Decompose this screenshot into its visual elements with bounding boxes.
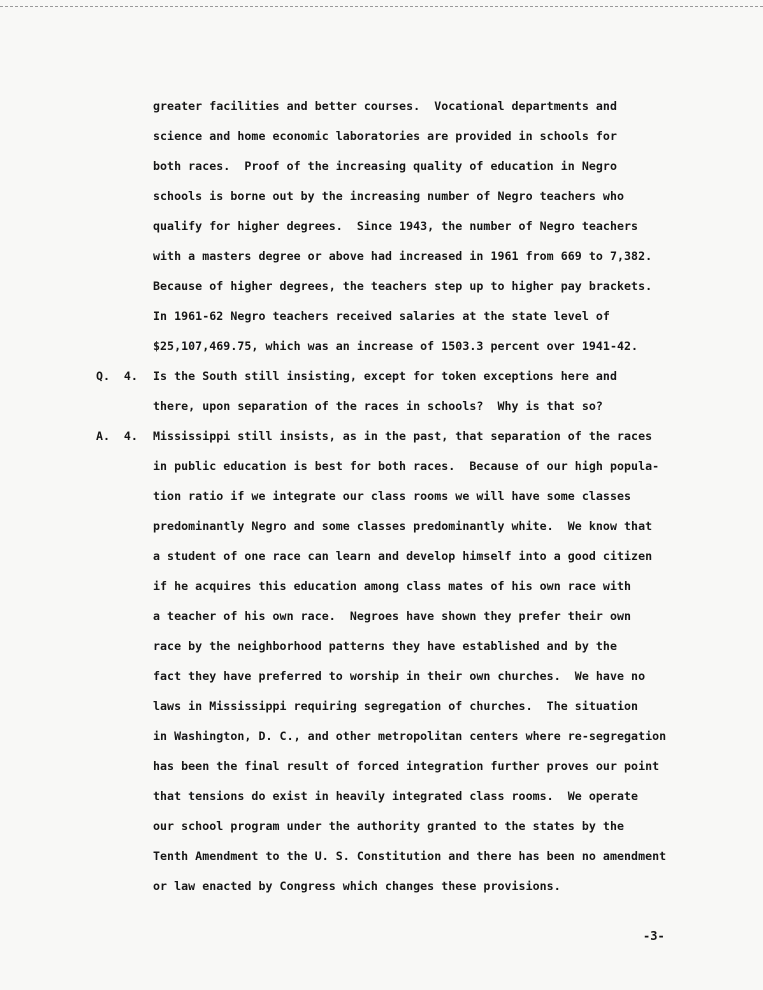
text-line: tion ratio if we integrate our class rooms we will have some classes <box>153 489 632 503</box>
text-line: in Washington, D. C., and other metropolitan centers where re-segregation <box>153 729 667 743</box>
text-line: a student of one race can learn and develop himself into a good citizen <box>153 549 653 563</box>
text-line: $25,107,469.75, which was an increase of 1503.3 percent over 1941-42. <box>153 339 639 353</box>
text-line: in public education is best for both races. Because of our high popula- <box>153 459 660 473</box>
answer-marker: A. 4. <box>96 429 138 443</box>
text-line: there, upon separation of the races in schools? Why is that so? <box>153 399 603 413</box>
text-line: laws in Mississippi requiring segregation of churches. The situation <box>153 699 639 713</box>
text-line: has been the final result of forced integration further proves our point <box>153 759 660 773</box>
text-line: fact they have preferred to worship in their own churches. We have no <box>153 669 646 683</box>
text-line: predominantly Negro and some classes predominantly white. We know that <box>153 519 653 533</box>
page-number: -3- <box>643 929 665 943</box>
text-line: Tenth Amendment to the U. S. Constitution and there has been no amendment <box>153 849 667 863</box>
text-line: or law enacted by Congress which changes these provisions. <box>153 879 561 893</box>
text-line: race by the neighborhood patterns they have established and by the <box>153 639 617 653</box>
top-edge-rule <box>0 6 763 7</box>
text-line: our school program under the authority granted to the states by the <box>153 819 625 833</box>
text-line: Because of higher degrees, the teachers step up to higher pay brackets. <box>153 279 653 293</box>
text-line: schools is borne out by the increasing number of Negro teachers who <box>153 189 625 203</box>
text-line: greater facilities and better courses. Vocational departments and <box>153 99 617 113</box>
text-line: In 1961-62 Negro teachers received salaries at the state level of <box>153 309 610 323</box>
text-line: Mississippi still insists, as in the past, that separation of the races <box>153 429 653 443</box>
text-line: with a masters degree or above had increased in 1961 from 669 to 7,382. <box>153 249 653 263</box>
text-line: science and home economic laboratories are provided in schools for <box>153 129 617 143</box>
text-line: both races. Proof of the increasing quality of education in Negro <box>153 159 617 173</box>
text-line: that tensions do exist in heavily integrated class rooms. We operate <box>153 789 639 803</box>
question-marker: Q. 4. <box>96 369 138 383</box>
text-line: a teacher of his own race. Negroes have shown they prefer their own <box>153 609 632 623</box>
text-line: Is the South still insisting, except for token exceptions here and <box>153 369 617 383</box>
text-line: if he acquires this education among class mates of his own race with <box>153 579 632 593</box>
text-line: qualify for higher degrees. Since 1943, the number of Negro teachers <box>153 219 639 233</box>
